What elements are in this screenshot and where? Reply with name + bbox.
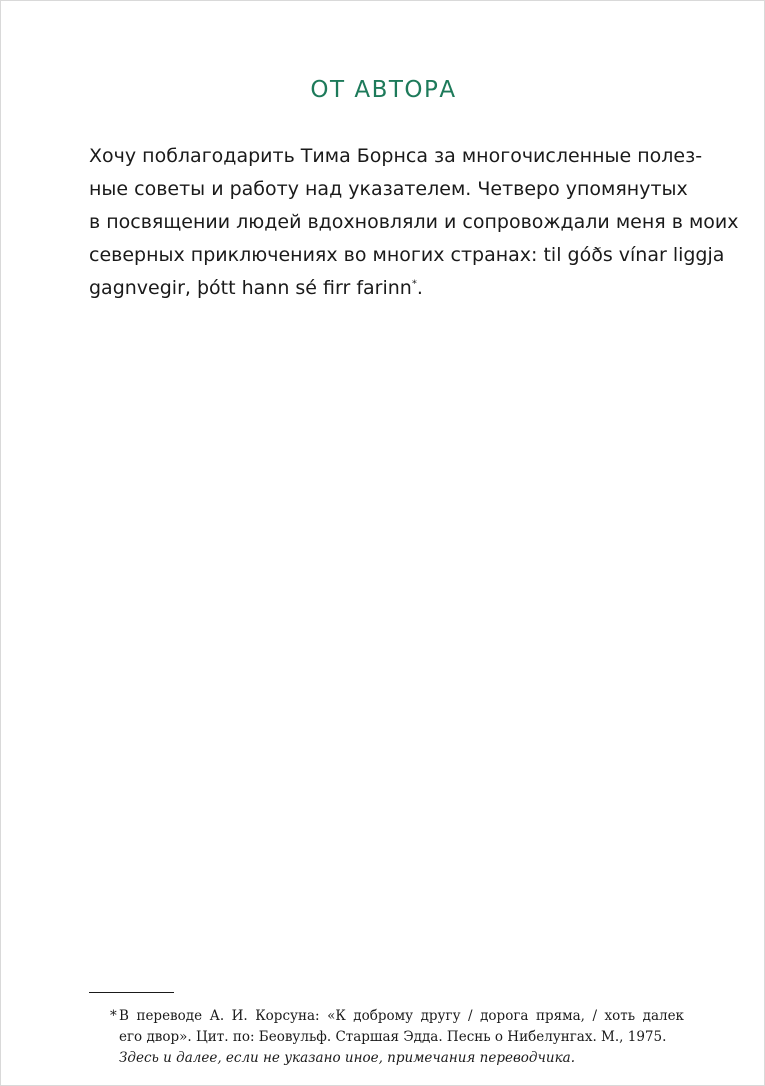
body-line-1: Хочу поблагодарить Тима Борнса за многочисленные полез- — [89, 145, 703, 167]
body-line-3: в посвящении людей вдохновляли и сопровождали меня в моих — [89, 211, 739, 233]
translator-note: Здесь и далее, если не указано иное, примечания переводчика. — [119, 1050, 575, 1066]
body-paragraph — [89, 140, 739, 305]
footnote-line-1: В переводе А. И. Корсуна: «К доброму другу / дорога пряма, / хоть далек — [119, 1008, 684, 1024]
body-line-5 — [89, 272, 683, 305]
footnote — [110, 1006, 684, 1069]
end-punctuation: . — [416, 277, 423, 299]
footnote-marker: * — [110, 1008, 117, 1024]
footnote-divider — [89, 992, 174, 993]
chapter-title: ОТ АВТОРА — [310, 77, 457, 103]
body-line-5-text: gagnvegir, þótt hann sé firr farinn — [89, 277, 412, 299]
body-line-4: северных приключениях во многих странах: til góðs vínar liggja — [89, 244, 725, 266]
body-line-2: ные советы и работу над указателем. Четверо упомянутых — [89, 178, 688, 200]
footnote-line-2: его двор». Цит. по: Беовульф. Старшая Эдда. Песнь о Нибелунгах. М., 1975. — [119, 1029, 667, 1045]
footnote-reference[interactable]: * — [411, 278, 417, 290]
